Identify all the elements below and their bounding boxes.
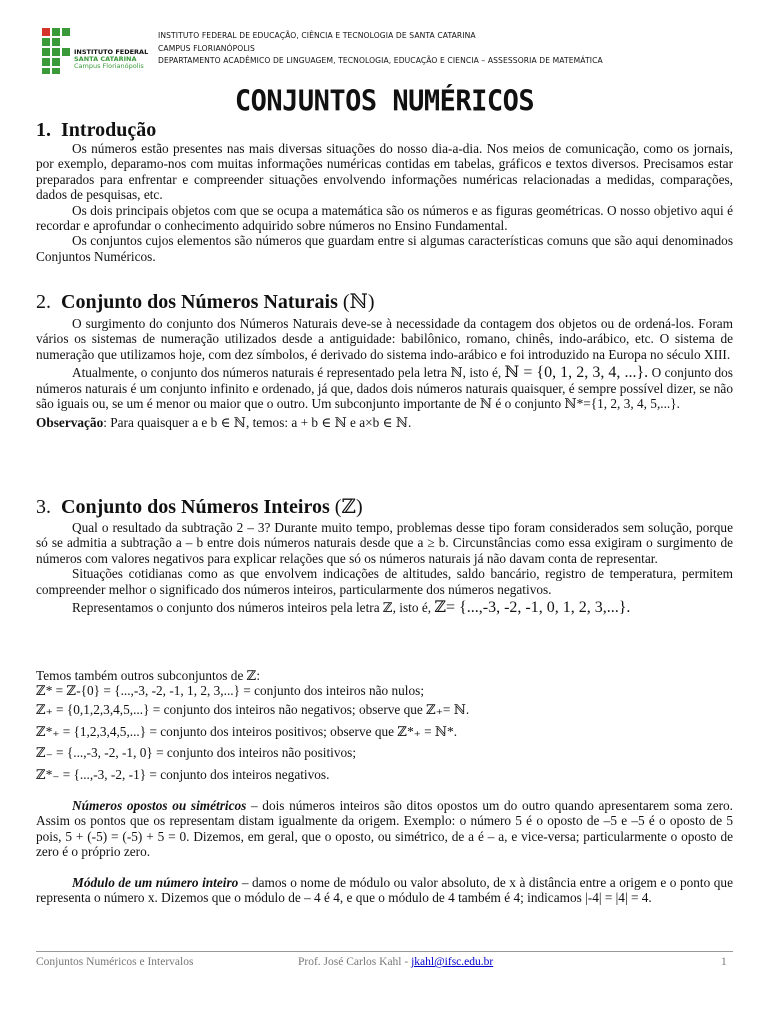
opostos-label: Números opostos ou simétricos <box>72 798 247 813</box>
s3-paragraph-1: Qual o resultado da subtração 2 – 3? Durante muito tempo, problemas desse tipo foram considerados sem solução, porque só se admitia a subtração a – b entre dois números naturais desde que a ≥ b. Circunstâncias como essa exigiram o surgimento de números com valores negativos para explicar relações que só os números naturais já não davam conta de representar. <box>36 520 733 566</box>
s2-observation-label: Observação <box>36 415 104 431</box>
footer-author <box>298 956 493 968</box>
section-1-heading <box>36 119 156 142</box>
opostos-text: – dois números inteiros são ditos opostos um do outro quando apresentarem soma zero. Assim os pontos que os representam distam igualmente da origem. Exemplo: o número 5 é o oposto de –5 e –5 é o oposto de 5 pois, 5 + (-5) = (-5) + 5 = 0. Dizemos, em geral, que o oposto, ou simétrico, de a é – a, e vice-versa; particularmente o oposto de zero é o próprio zero. <box>36 798 733 860</box>
footer-left: Conjuntos Numéricos e Intervalos <box>36 956 194 968</box>
section-1-title: Introdução <box>61 119 157 141</box>
logo-text-2: SANTA CATARINA <box>74 55 137 63</box>
subset-item: ℤ₊ = {0,1,2,3,4,5,...} = conjunto dos inteiros não negativos; observe que ℤ₊= ℕ. <box>36 701 470 717</box>
subsets-intro: Temos também outros subconjuntos de ℤ: <box>36 668 261 683</box>
s2-paragraph-2 <box>36 365 733 411</box>
s1-paragraph-2: Os dois principais objetos com que se ocupa a matemática são os números e as figuras geométricas. O nosso objetivo aqui é recordar e aprofundar o conhecimento adquirido sobre números no Ensino Fundamental. <box>36 202 733 234</box>
s3-paragraph-2: Situações cotidianas como as que envolvem indicações de altitudes, saldo bancário, registro de temperatura, permitem compreender melhor o significado dos números inteiros, particularmente dos números negativos. <box>36 566 733 597</box>
ifsc-logo <box>40 26 158 76</box>
subset-item: ℤ*₋ = {...,-3, -2, -1} = conjunto dos inteiros negativos. <box>36 766 330 782</box>
section-1-number: 1. <box>36 119 51 141</box>
modulo-text: – damos o nome de módulo ou valor absoluto, de x à distância entre a origem e o ponto que representa o número x. Dizemos que o módulo de – 4 é 4, e que o módulo de 4 também é 4; indicamos |-4| = |4| = 4. <box>36 874 733 906</box>
logo-text-3: Campus Florianópolis <box>74 62 144 70</box>
s1-paragraph-1: Os números estão presentes nas mais diversas situações do nosso dia-a-dia. Nos meios de comunicação, como os jornais, por exemplo, deparamo-nos com muitas informações numéricas contidas em tabelas, gráficos e textos diversos. Precisamos estar preparados para enfrentar e compreender situações envolvendo informações numéricas relacionadas a medidas, comparações, dados de pesquisas, etc. <box>36 141 733 203</box>
section-3-number: 3. <box>36 496 51 518</box>
s2-p2-text-a: Atualmente, o conjunto dos números naturais é representado pela letra ℕ, isto é, <box>72 365 505 381</box>
subset-item: ℤ* = ℤ-{0} = {...,-3, -2, -1, 1, 2, 3,...} = conjunto dos inteiros não nulos; <box>36 683 425 699</box>
s3-modulo-paragraph <box>36 875 733 906</box>
s2-observation-text: : Para quaisquer a e b ∈ ℕ, temos: a + b ∈ ℕ e a×b ∈ ℕ. <box>103 415 412 431</box>
s3-p3-text: Representamos o conjunto dos números inteiros pela letra ℤ, isto é, <box>72 600 435 616</box>
section-2-heading <box>36 289 375 314</box>
footer-page-number: 1 <box>721 956 727 968</box>
page-header <box>36 22 733 80</box>
header-institution: INSTITUTO FEDERAL DE EDUCAÇÃO, CIÊNCIA E TECNOLOGIA DE SANTA CATARINA <box>158 31 476 40</box>
subset-item: ℤ*₊ = {1,2,3,4,5,...} = conjunto dos inteiros positivos; observe que ℤ*₊ = ℕ*. <box>36 724 458 740</box>
s3-opostos-paragraph <box>36 798 733 860</box>
section-3-symbol: (ℤ) <box>334 496 363 518</box>
section-2-title: Conjunto dos Números Naturais <box>61 291 338 313</box>
s1-paragraph-3: Os conjuntos cujos elementos são números que guardam entre si algumas características comuns que são aqui denominados Conjuntos Numéricos. <box>36 233 733 264</box>
page-title: CONJUNTOS NUMÉRICOS <box>234 85 535 118</box>
section-3-title: Conjunto dos Números Inteiros <box>61 496 330 518</box>
s3-paragraph-3 <box>36 600 733 615</box>
footer-divider <box>36 951 733 952</box>
s2-observation <box>36 415 733 430</box>
header-department: DEPARTAMENTO ACADÊMICO DE LINGUAGEM, TECNOLOGIA, EDUCAÇÃO E CIENCIA – ASSESSORIA DE MATEMÁTICA <box>158 56 603 65</box>
s2-p2-text-b: O conjunto dos números naturais é um conjunto infinito e ordenado, já que, dados dois números naturais quaisquer, é sempre possível dizer, se não são iguais ou, se um é menor ou maior que o outro. Um subconjunto importante de ℕ é o conjunto ℕ*={1, 2, 3, 4, 5,...}. <box>36 365 733 412</box>
s3-integer-set: ℤ= {...,-3, -2, -1, 0, 1, 2, 3,...}. <box>434 599 631 617</box>
logo-text-1: INSTITUTO FEDERAL <box>74 48 149 56</box>
header-campus: CAMPUS FLORIANÓPOLIS <box>158 43 255 53</box>
section-3-heading <box>36 494 363 519</box>
footer-email-link[interactable]: jkahl@ifsc.edu.br <box>411 956 494 968</box>
footer-author-name: Prof. José Carlos Kahl - <box>298 956 412 968</box>
section-2-number: 2. <box>36 291 51 313</box>
subset-item: ℤ₋ = {...,-3, -2, -1, 0} = conjunto dos inteiros não positivos; <box>36 744 357 760</box>
s2-natural-set: ℕ = {0, 1, 2, 3, 4, ...}. <box>504 364 649 382</box>
modulo-label: Módulo de um número inteiro <box>72 874 239 890</box>
s2-paragraph-1: O surgimento do conjunto dos Números Naturais deve-se à necessidade da contagem dos objetos ou de ordená-los. Foram vários os sistemas de numeração utilizados desde a antiguidade: babilônico, romano, chinês, indo-arábico, etc. O sistema de numeração que utilizamos hoje, com dez símbolos, é derivado do sistema indo-arábico e foi introduzido na Europa no século XIII. <box>36 316 733 362</box>
section-2-symbol: (ℕ) <box>342 291 375 313</box>
